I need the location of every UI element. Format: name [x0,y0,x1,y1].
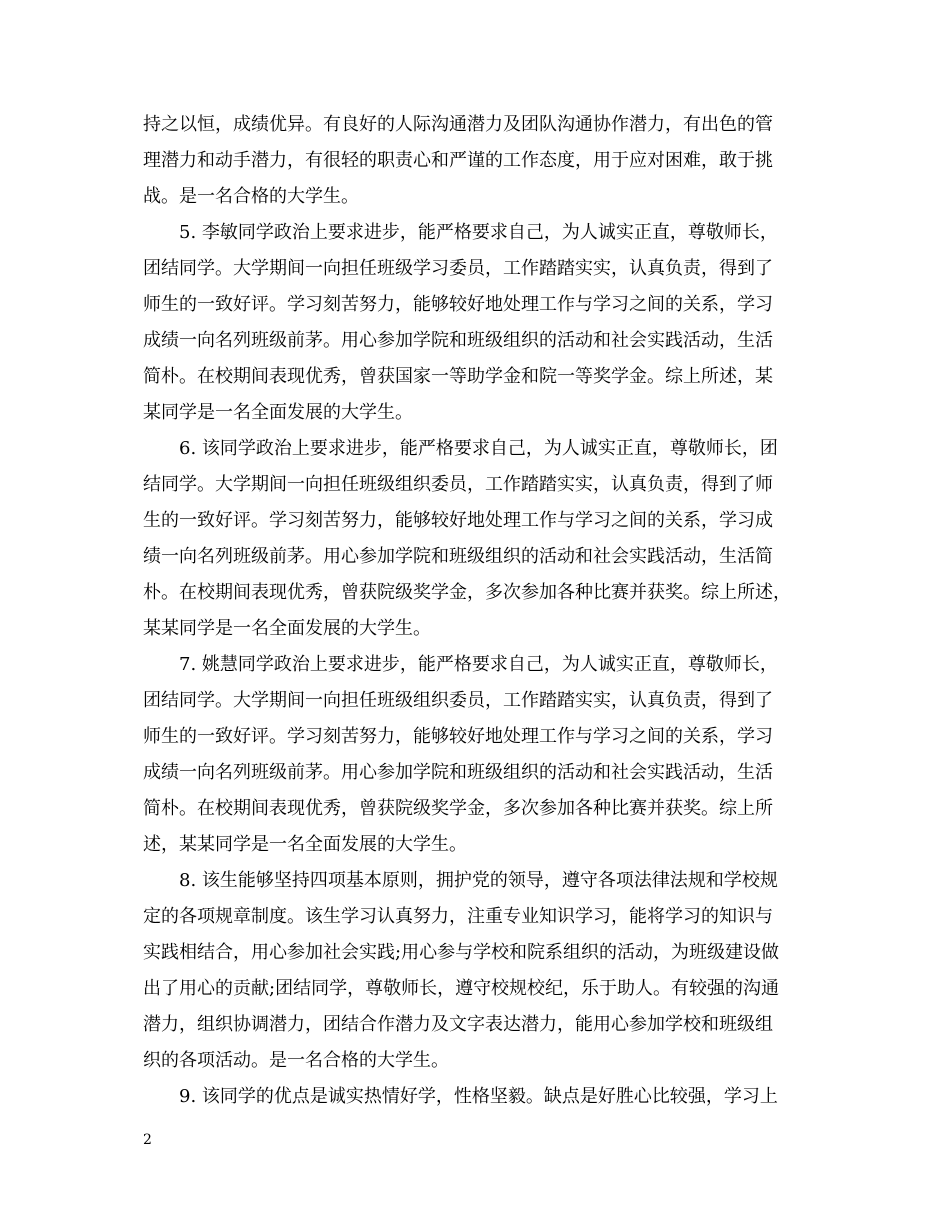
paragraph [143,431,825,647]
text-line: 师生的一致好评。学习刻苦努力，能够较好地处理工作与学习之间的关系，学习 [143,726,773,747]
text-line: 述，某某同学是一名全面发展的大学生。 [143,834,467,855]
text-line: 9. 该同学的优点是诚实热情好学，性格坚毅。缺点是好胜心比较强，学习上 [179,1086,778,1107]
text-line: 战。是一名合格的大学生。 [143,186,359,207]
paragraph [143,215,825,431]
text-line: 团结同学。大学期间一向担任班级组织委员，工作踏踏实实，认真负责，得到了 [143,690,773,711]
text-line: 朴。在校期间表现优秀，曾获院级奖学金，多次参加各种比赛并获奖。综上所述， [143,582,791,603]
text-line: 成绩一向名列班级前茅。用心参加学院和班级组织的活动和社会实践活动，生活 [143,330,773,351]
text-line: 简朴。在校期间表现优秀，曾获院级奖学金，多次参加各种比赛并获奖。综上所 [143,798,773,819]
text-line: 定的各项规章制度。该生学习认真努力，注重专业知识学习，能将学习的知识与 [143,906,773,927]
text-line: 某同学是一名全面发展的大学生。 [143,402,413,423]
paragraph [143,863,825,1079]
page-number: 2 [143,1132,152,1148]
text-line: 6. 该同学政治上要求进步，能严格要求自己，为人诚实正直，尊敬师长，团 [179,438,778,459]
document-body [143,107,825,1115]
text-line: 理潜力和动手潜力，有很轻的职责心和严谨的工作态度，用于应对困难，敢于挑 [143,150,773,171]
text-line: 8. 该生能够坚持四项基本原则，拥护党的领导，遵守各项法律法规和学校规 [179,870,778,891]
text-line: 实践相结合，用心参加社会实践;用心参与学校和院系组织的活动，为班级建设做 [143,942,780,963]
paragraph [143,647,825,863]
text-line: 出了用心的贡献;团结同学，尊敬师长，遵守校规校纪，乐于助人。有较强的沟通 [143,978,780,999]
text-line: 结同学。大学期间一向担任班级组织委员，工作踏踏实实，认真负责，得到了师 [143,474,773,495]
text-line: 成绩一向名列班级前茅。用心参加学院和班级组织的活动和社会实践活动，生活 [143,762,773,783]
text-line: 织的各项活动。是一名合格的大学生。 [143,1050,449,1071]
text-line: 潜力，组织协调潜力，团结合作潜力及文字表达潜力，能用心参加学校和班级组 [143,1014,773,1035]
text-line: 简朴。在校期间表现优秀，曾获国家一等助学金和院一等奖学金。综上所述，某 [143,366,773,387]
text-line: 持之以恒，成绩优异。有良好的人际沟通潜力及团队沟通协作潜力，有出色的管 [143,114,773,135]
text-line: 7. 姚慧同学政治上要求进步，能严格要求自己，为人诚实正直，尊敬师长， [179,654,778,675]
text-line: 某某同学是一名全面发展的大学生。 [143,618,431,639]
paragraph [143,107,825,215]
text-line: 师生的一致好评。学习刻苦努力，能够较好地处理工作与学习之间的关系，学习 [143,294,773,315]
text-line: 绩一向名列班级前茅。用心参加学院和班级组织的活动和社会实践活动，生活简 [143,546,773,567]
text-line: 团结同学。大学期间一向担任班级学习委员，工作踏踏实实，认真负责，得到了 [143,258,773,279]
text-line: 5. 李敏同学政治上要求进步，能严格要求自己，为人诚实正直，尊敬师长， [179,222,778,243]
paragraph [143,1079,825,1115]
text-line: 生的一致好评。学习刻苦努力，能够较好地处理工作与学习之间的关系，学习成 [143,510,773,531]
